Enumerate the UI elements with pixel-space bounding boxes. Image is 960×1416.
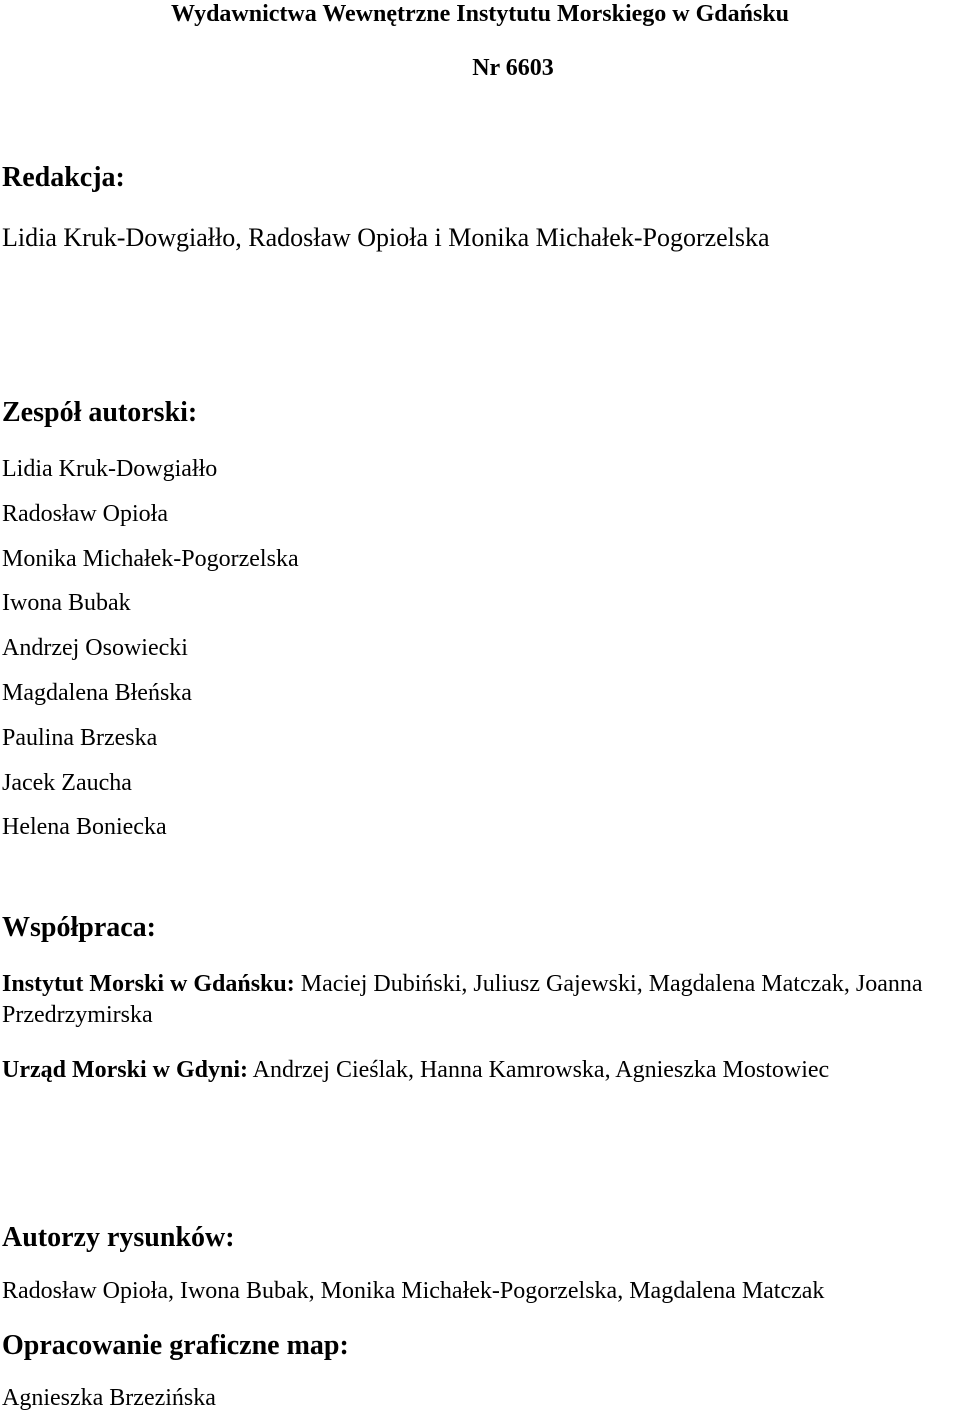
illustrations-names: Radosław Opioła, Iwona Bubak, Monika Michałek-Pogorzelska, Magdalena Matczak (2, 1278, 825, 1304)
author-item: Radosław Opioła (2, 500, 168, 527)
cooperation-heading: Współpraca: (2, 912, 156, 943)
institute-names: Maciej Dubiński, Juliusz Gajewski, Magdalena Matczak, Joanna Przedrzymirska (2, 971, 923, 1028)
maps-names: Agnieszka Brzezińska (2, 1385, 216, 1411)
author-item: Magdalena Błeńska (2, 679, 192, 706)
institute-label: Instytut Morski w Gdańsku: (2, 971, 295, 997)
editorial-heading: Redakcja: (2, 162, 125, 193)
author-item: Iwona Bubak (2, 590, 131, 617)
author-item: Helena Boniecka (2, 814, 167, 841)
author-item: Monika Michałek-Pogorzelska (2, 545, 299, 572)
authors-list (2, 455, 299, 858)
cooperation-institute (2, 969, 952, 1031)
cooperation-office (2, 1055, 952, 1086)
author-item: Paulina Brzeska (2, 724, 158, 751)
author-item: Jacek Zaucha (2, 769, 132, 796)
office-names: Andrzej Cieślak, Hanna Kamrowska, Agnieszka Mostowiec (248, 1057, 830, 1083)
illustrations-heading: Autorzy rysunków: (2, 1222, 235, 1253)
publication-number: Nr 6603 (472, 55, 554, 81)
author-item: Lidia Kruk-Dowgiałło (2, 456, 218, 482)
office-label: Urząd Morski w Gdyni: (2, 1057, 248, 1083)
editorial-names: Lidia Kruk-Dowgiałło, Radosław Opioła i Monika Michałek-Pogorzelska (2, 223, 770, 252)
maps-heading: Opracowanie graficzne map: (2, 1330, 349, 1361)
publisher-title: Wydawnictwa Wewnętrzne Instytutu Morskiego w Gdańsku (170, 1, 790, 27)
author-item: Andrzej Osowiecki (2, 635, 188, 662)
authors-heading: Zespół autorski: (2, 397, 198, 428)
